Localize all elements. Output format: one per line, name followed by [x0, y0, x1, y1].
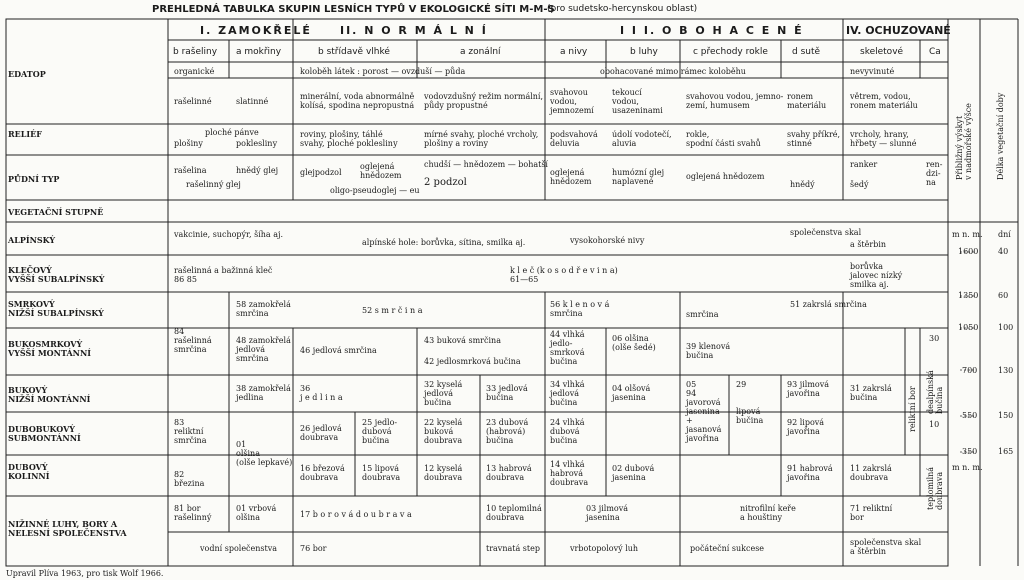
group-header-2: II. N O R M Á L N Í [340, 24, 488, 37]
cell-lu7: 71 reliktní bor [850, 504, 893, 522]
soil-s12: ranker [850, 160, 878, 169]
relief-r5: údolí vodotečí, aluvia [612, 130, 672, 148]
cell-db7: 24 vlhká dubová bučina [550, 418, 585, 445]
row-label-relief: RELIÉF [8, 129, 42, 139]
group-header-3: I I I. O B O H A C E N É [620, 24, 804, 37]
soil-s8: 2 podzol [424, 177, 467, 188]
edatop-c4: vodovzdušný režim normální, půdy propustné [424, 92, 544, 110]
soil-s1: rašelina [174, 166, 207, 175]
vertical-thermo: teplomilná doubrava [926, 466, 944, 510]
scale-days-5: 165 [998, 447, 1014, 456]
row-label-dubobuk: DUBOBUKOVÝ SUBMONTÁNNÍ [8, 424, 81, 443]
cell-bu1: 38 zamokřelá jedlina [236, 384, 291, 402]
row-label-soil: PŮDNÍ TYP [8, 174, 60, 184]
cell-db6: 23 dubová (habrová) bučina [486, 418, 529, 445]
title-note: (pro sudetsko-hercynskou oblast) [547, 4, 698, 14]
soil-s11: oglejená hnědozem [686, 172, 765, 181]
vertical-relict: reliktní bor [908, 386, 917, 432]
cell-sm2: 52 s m r č i n a [362, 306, 423, 315]
edatop-c8: ronem materiálu [787, 92, 827, 110]
cell-kl2: k l e č (k o s o d ř e v i n a) 61—65 [510, 266, 618, 284]
vertical-dealp: dealpínská bučina [926, 370, 944, 414]
cell-bs1: 84 rašelinná smrčina [174, 327, 212, 354]
relief-r6: rokle, spodní části svahů [686, 130, 761, 148]
edatop-organic: organické [174, 67, 215, 76]
scale-header-m: m n. m. [952, 230, 983, 239]
edatop-c7: svahovou vodou, jemno- zemí, humusem [686, 92, 784, 110]
vertical-season: Délka vegetační doby [996, 92, 1005, 180]
scale-alt-1: 1350 [958, 291, 979, 300]
cell-alp1: vakcinie, suchopýr, šíha aj. [174, 230, 284, 239]
cell-db9: 10 [929, 420, 940, 429]
soil-s10: humózní glej naplavené [612, 168, 665, 186]
scale-alt-4: 550 [962, 411, 978, 420]
cell-lu9: 76 bor [300, 544, 327, 553]
cell-du8: 91 habrová javořina [787, 464, 833, 482]
cell-sm1: 58 zamokřelá smrčina [236, 300, 291, 318]
edatop-c5: svahovou vodou, jemnozemí [550, 88, 594, 115]
scale-days-4: 150 [998, 411, 1014, 420]
cell-bu4: 33 jedlová bučina [486, 384, 528, 402]
soil-s9: oglejená hnědozem [550, 168, 592, 186]
scale-footer-m: m n. m. [952, 463, 983, 472]
cell-db5: 22 kyselá buková doubrava [424, 418, 463, 445]
cell-lu1: 81 bor rašelinný [174, 504, 212, 522]
relief-r1b: pokleslinу [236, 139, 278, 148]
subgroup-6: b luhy [630, 47, 658, 57]
soil-s4: glejpodzol [300, 168, 342, 177]
edatop-c1: rašelinné [174, 97, 212, 106]
edatop-c6: tekoucí vodou, usazeninami [612, 88, 663, 115]
cell-bs8: 39 klenová bučina [686, 342, 731, 360]
scale-alt-5: 350 [962, 447, 978, 456]
cell-du6: 14 vlhká habrová doubrava [550, 460, 589, 487]
cell-bs7: 06 olšina (olše šedé) [612, 334, 656, 352]
scale-days-1: 60 [998, 291, 1009, 300]
soil-s14: šedý [850, 180, 869, 189]
cell-du2: 16 březová doubrava [300, 464, 345, 482]
cell-bs4: 43 buková smrčina [424, 336, 501, 345]
scale-days-3: 130 [998, 366, 1014, 375]
soil-s15: ren- dzi- na [926, 160, 943, 187]
row-label-veg: VEGETAČNÍ STUPNĚ [8, 207, 104, 217]
cell-lu2: 01 vrbová olšina [236, 504, 277, 522]
cell-alp5: a štěrbin [850, 240, 887, 249]
relief-r8: vrcholy, hrany, hřbety — slunné [850, 130, 917, 148]
subgroup-8: d sutě [792, 47, 821, 57]
scale-alt-3: 700 [962, 366, 978, 375]
row-label-buk: BUKOVÝ NIŽŠÍ MONTÁNNÍ [8, 385, 91, 404]
cell-lu13: společenstva skal a štěrbin [850, 538, 922, 556]
relief-r3: mírné svahy, ploché vrcholy, plošiny a roviny [424, 130, 539, 148]
cell-lu12: počáteční sukcese [690, 544, 765, 553]
subgroup-9: skeletové [860, 47, 904, 57]
row-label-alpine: ALPÍNSKÝ [8, 235, 56, 245]
scale-days-0: 40 [998, 247, 1009, 256]
cell-bu7: 05 94 javorová jasenina + jasanová javořina [686, 380, 722, 443]
soil-s3: rašelinný glej [186, 180, 241, 189]
cell-alp4: společenstva skal [790, 228, 862, 237]
cell-db2: 01 olšina (olše lepkavé) [236, 440, 293, 467]
edatop-enriched: obohacované mimo rámec koloběhu [600, 67, 746, 76]
cell-db4: 25 jedlo- dubová bučina [362, 418, 398, 445]
relief-r2: roviny, plošiny, táhlé svahy, ploché pokleslinу [300, 130, 398, 148]
cell-alp2: alpínské hole: borůvka, sítina, smilka aj. [362, 238, 526, 247]
subgroup-3: b střídavě vlhké [318, 47, 390, 57]
cell-lu6: nitrofilní keře a houštiny [740, 504, 796, 522]
subgroup-7: c přechody rokle [693, 47, 768, 57]
cell-bu8: 29 lipová bučina [736, 380, 764, 425]
relief-r4: podsvahová deluvia [550, 130, 598, 148]
cell-bu3: 32 kyselá jedlová bučina [424, 380, 463, 407]
soil-s13: hnědý [790, 180, 815, 189]
row-label-smrk: SMRKOVÝ NIŽŠÍ SUBALPÍNSKÝ [8, 299, 104, 318]
cell-sm3: 56 k l e n o v á smrčina [550, 300, 610, 318]
cell-bs2: 48 zamokřelá jedlová smrčina [236, 336, 291, 363]
scale-alt-0: 1600 [958, 247, 979, 256]
cell-bu2: 36 j e d l i n a [300, 384, 343, 402]
edatop-c3: minerální, voda abnormálně kolísá, spodina nepropustná [300, 92, 415, 110]
cell-db8: 92 lipová javořina [787, 418, 825, 436]
cell-lu10: travnatá step [486, 544, 540, 553]
edatop-cycle: koloběh látek : porost — ovzduší — půda [300, 67, 466, 76]
cell-bs6: 44 vlhká jedlo- smrková bučina [550, 330, 585, 366]
soil-s7: chudší — hnědozem — bohatší [424, 160, 548, 169]
footer-credit: Upravil Plíva 1963, pro tisk Wolf 1966. [6, 569, 164, 578]
cell-bs9: 30 [929, 334, 940, 343]
subgroup-4: a zonální [460, 47, 501, 57]
row-label-bukosmrk: BUKOSMRKOVÝ VYŠŠÍ MONTÁNNÍ [8, 339, 92, 358]
edatop-c9: větrem, vodou, ronem materiálu [850, 92, 918, 110]
cell-du7: 02 dubová jasenina [612, 464, 655, 482]
cell-sm4: smrčina [686, 310, 719, 319]
scale-days-2: 100 [998, 323, 1014, 332]
subgroup-10: Ca [929, 47, 941, 57]
cell-db1: 83 reliktní smrčina [174, 418, 207, 445]
cell-lu11: vrbotopolový luh [570, 544, 639, 553]
cell-lu8: vodní společenstva [200, 544, 278, 553]
vertical-altitude: Přibližný výskyt v nadmořské výšce [955, 103, 973, 180]
scale-alt-2: 1050 [958, 323, 979, 332]
soil-s2: hnědý glej [236, 166, 279, 175]
cell-du1: 82 březina [174, 470, 205, 488]
cell-du3: 15 lipová doubrava [362, 464, 401, 482]
cell-sm5: 51 zakrslá smrčina [790, 300, 867, 309]
cell-alp3: vysokohorské nivy [570, 236, 645, 245]
subgroup-5: a nivy [560, 47, 588, 57]
scale-header-d: dní [998, 230, 1011, 239]
relief-r1: ploché pánve [205, 128, 259, 137]
subgroup-1: b rašeliny [173, 47, 218, 57]
cell-bu9: 93 jilmová javořina [787, 380, 830, 398]
row-label-klec: KLEČOVÝ VYŠŠÍ SUBALPÍNSKÝ [8, 265, 105, 284]
group-header-1: I. ZAMOKŘELÉ [200, 24, 312, 37]
cell-bu10: 31 zakrslá bučina [850, 384, 892, 402]
cell-kl1: rašelinná a bažinná kleč 86 85 [174, 266, 273, 284]
cell-bu6: 04 olšová jasenina [612, 384, 651, 402]
edatop-washed: nevyvinuté [850, 67, 895, 76]
cell-du4: 12 kyselá doubrava [424, 464, 463, 482]
cell-du9: 11 zakrslá doubrava [850, 464, 892, 482]
relief-r1a: plošiny [174, 139, 203, 148]
soil-s6: oligo-pseudoglej — eu [330, 186, 420, 195]
subgroup-2: a mokřiny [236, 47, 282, 57]
relief-r7: svahy příkré, stinné [787, 130, 841, 148]
cell-lu5: 03 jilmová jasenina [586, 504, 629, 522]
cell-lu4: 10 teplomilná doubrava [486, 504, 542, 522]
page-title: PREHLEDNÁ TABULKA SKUPIN LESNÍCH TYPŮ V EKOLOGICKÉ SÍTI M-M-S [152, 4, 555, 15]
cell-du5: 13 habrová doubrava [486, 464, 532, 482]
soil-s5: oglejená hnědozem [360, 162, 402, 180]
row-label-luhy: NIŽINNÉ LUHY, BORY A NELESNÍ SPOLEČENSTVA [8, 519, 127, 538]
group-header-4: IV. OCHUZOVANÉ [846, 24, 951, 37]
row-label-dub: DUBOVÝ KOLINNÍ [8, 462, 50, 481]
cell-bu5: 34 vlhká jedlová bučina [550, 380, 585, 407]
cell-db3: 26 jedlová doubrava [300, 424, 342, 442]
edatop-c2: slatinné [236, 97, 269, 106]
cell-kl3: borůvka jalovec nízký smilka aj. [850, 262, 903, 289]
cell-lu3: 17 b o r o v á d o u b r a v a [300, 510, 412, 519]
cell-bs3: 46 jedlová smrčina [300, 346, 377, 355]
row-label-edatop: EDATOP [8, 69, 46, 79]
cell-bs5: 42 jedlosmrková bučina [424, 357, 521, 366]
